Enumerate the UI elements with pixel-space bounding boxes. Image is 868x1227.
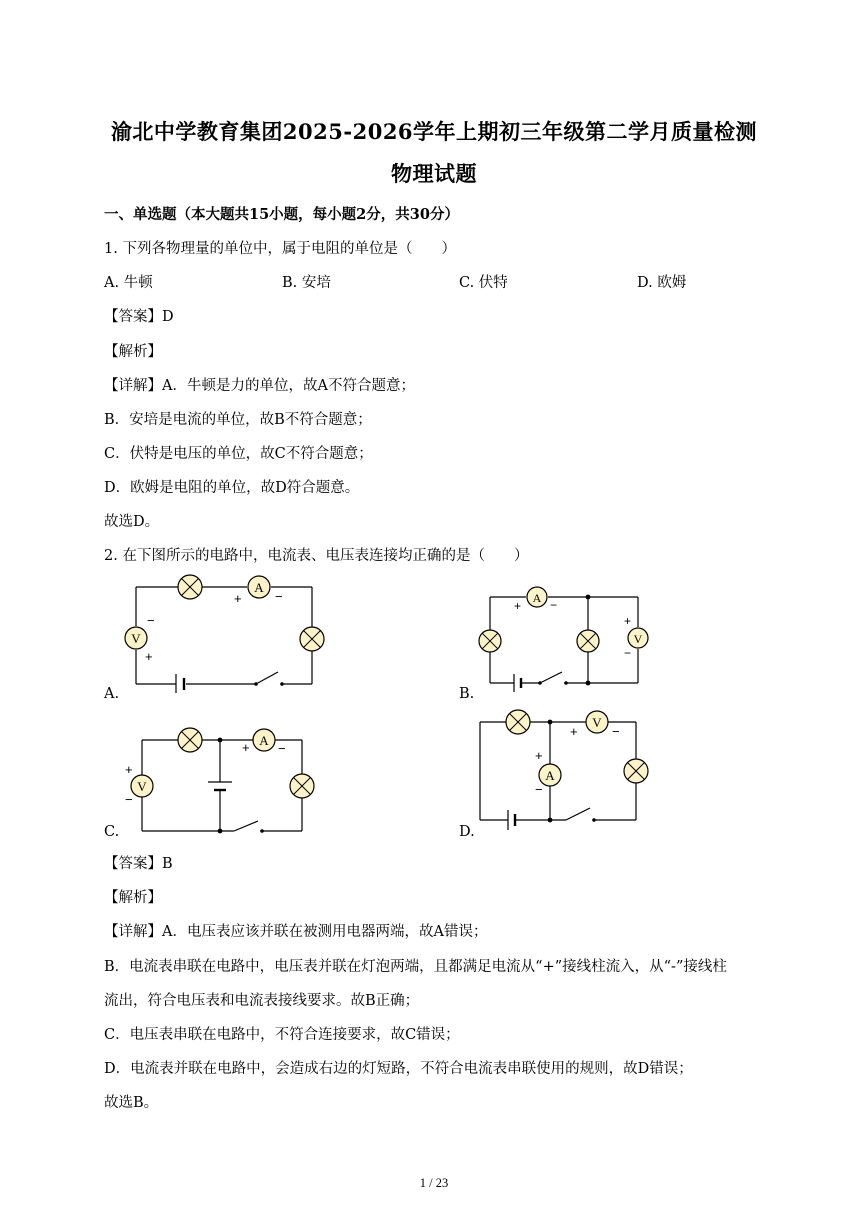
section-heading: 一、单选题（本大题共15小题，每小题2分，共30分） (104, 206, 459, 223)
q2-answer: 【答案】B (104, 856, 173, 872)
q1-option-b: B. 安培 (282, 275, 331, 291)
svg-text:−: − (147, 613, 155, 628)
lamp-icon (479, 630, 501, 652)
voltmeter-icon (628, 628, 648, 648)
ammeter-icon (527, 587, 547, 607)
circuit-c (118, 726, 318, 838)
svg-text:+: + (535, 748, 543, 763)
voltmeter-icon (131, 775, 153, 797)
ammeter-icon (248, 576, 270, 598)
q1-detail-line: B．安培是电流的单位，故B不符合题意； (104, 412, 372, 428)
title-line-2: 物理试题 (391, 161, 477, 186)
q1-answer: 【答案】D (104, 309, 174, 325)
svg-text:+: + (234, 591, 242, 606)
svg-text:A: A (254, 580, 264, 595)
q2-detail-line: 【详解】A．电压表应该并联在被测用电器两端，故A错误； (104, 924, 488, 940)
svg-text:A: A (259, 733, 269, 748)
svg-text:−: − (125, 792, 133, 807)
svg-text:+: + (624, 614, 632, 628)
lamp-icon (624, 759, 648, 783)
lamp-icon (178, 575, 202, 599)
q1-detail-line: C．伏特是电压的单位，故C不符合题意； (104, 446, 373, 462)
circuit-label-d: D. (459, 824, 475, 840)
svg-text:−: − (535, 782, 543, 797)
page-number: 1 / 23 (419, 1176, 449, 1190)
svg-text:+: + (570, 724, 578, 739)
svg-text:−: − (550, 598, 558, 612)
circuit-label-c: C. (104, 824, 120, 840)
q1-option-a: A. 牛顿 (104, 275, 153, 291)
svg-text:+: + (145, 649, 153, 664)
svg-text:+: + (125, 762, 133, 777)
svg-text:−: − (624, 646, 632, 660)
q2-analysis: 【解析】 (104, 890, 162, 906)
lamp-icon (577, 630, 599, 652)
circuit-d (470, 708, 660, 838)
q2-detail-line: 流出，符合电压表和电流表接线要求。故B正确； (104, 993, 420, 1009)
circuit-b (472, 585, 662, 695)
voltmeter-icon (586, 711, 608, 733)
circuit-label-b: B. (459, 686, 475, 702)
q1-analysis: 【解析】 (104, 344, 162, 360)
svg-text:V: V (633, 632, 643, 646)
q2-stem: 2. 在下图所示的电路中，电流表、电压表连接均正确的是（ ） (104, 548, 529, 564)
q1-option-d: D. 欧姆 (637, 275, 687, 291)
q1-detail-line: D．欧姆是电阻的单位，故D符合题意。 (104, 480, 360, 496)
svg-text:V: V (137, 779, 147, 794)
q1-option-c: C. 伏特 (459, 275, 508, 291)
q2-detail-line: D．电流表并联在电路中，会造成右边的灯短路，不符合电流表串联使用的规则，故D错误； (104, 1061, 693, 1077)
title-line-1: 渝北中学教育集团2025-2026学年上期初三年级第二学月质量检测 (110, 119, 758, 144)
svg-text:+: + (242, 740, 250, 755)
svg-text:V: V (131, 631, 141, 646)
circuit-a (118, 573, 338, 693)
svg-text:A: A (532, 591, 542, 605)
voltmeter-icon (125, 627, 147, 649)
svg-text:+: + (514, 599, 522, 613)
q2-detail-line: B．电流表串联在电路中，电压表并联在灯泡两端，且都满足电流从“+”接线柱流入，从“-”接线柱 (104, 959, 727, 975)
q1-detail-line: 故选D。 (104, 514, 160, 530)
q2-detail-line: 故选B。 (104, 1095, 159, 1111)
circuit-label-a: A. (104, 686, 120, 702)
q2-detail-line: C．电压表串联在电路中，不符合连接要求，故C错误； (104, 1027, 460, 1043)
lamp-icon (506, 710, 530, 734)
svg-text:V: V (592, 715, 602, 730)
lamp-icon (178, 728, 202, 752)
ammeter-icon (253, 729, 275, 751)
svg-text:−: − (275, 589, 283, 604)
lamp-icon (290, 774, 314, 798)
q1-stem: 1. 下列各物理量的单位中，属于电阻的单位是（ ） (104, 241, 456, 257)
svg-text:−: − (612, 724, 620, 739)
q1-detail-line: 【详解】A．牛顿是力的单位，故A不符合题意； (104, 378, 415, 394)
lamp-icon (300, 627, 324, 651)
svg-text:−: − (278, 741, 286, 756)
svg-text:A: A (545, 768, 555, 783)
